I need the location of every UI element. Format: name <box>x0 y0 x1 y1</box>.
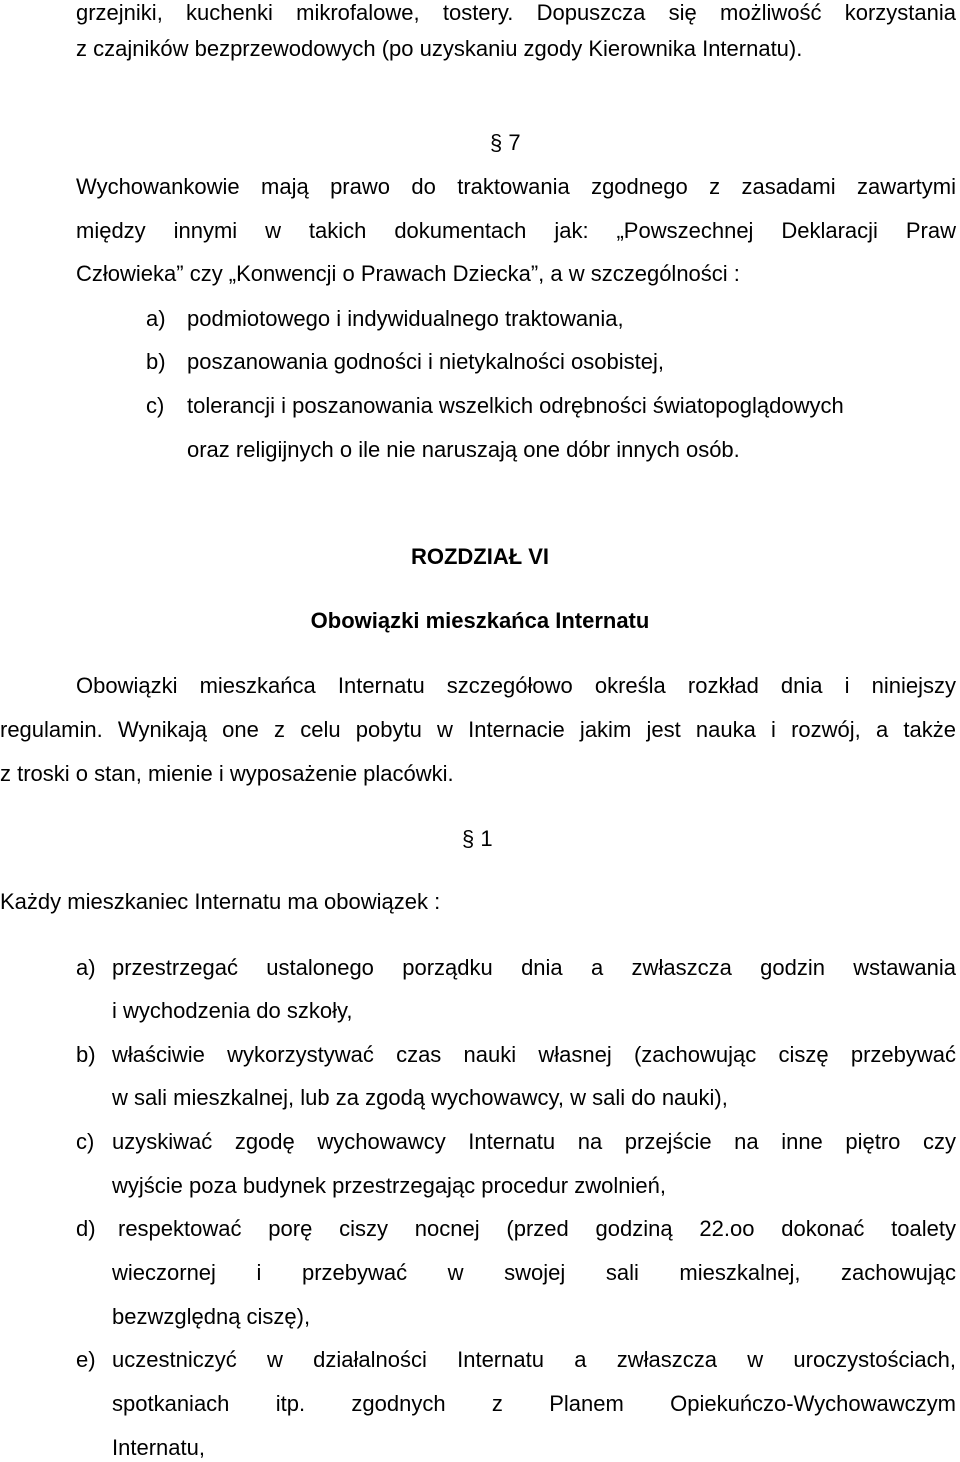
list-item-line: wyjście poza budynek przestrzegając procedur zwolnień, <box>112 1173 666 1198</box>
list-item-line: w sali mieszkalnej, lub za zgodą wychowawcy, w sali do nauki), <box>112 1085 728 1110</box>
paragraph-line: z czajników bezprzewodowych (po uzyskaniu zgody Kierownika Internatu). <box>76 36 803 61</box>
list-item-line: i wychodzenia do szkoły, <box>112 998 353 1023</box>
list-item-line: przestrzegać ustalonego porządku dnia a zwłaszcza godzin wstawania <box>112 955 956 980</box>
list-item-line: bezwzględną ciszę), <box>112 1304 311 1329</box>
list-marker: a) <box>76 955 96 980</box>
list-item-line: uzyskiwać zgodę wychowawcy Internatu na przejście na inne piętro czy <box>112 1129 956 1154</box>
paragraph-line: Każdy mieszkaniec Internatu ma obowiązek : <box>0 889 441 914</box>
list-marker: c) <box>146 393 165 418</box>
list-marker: c) <box>76 1129 95 1154</box>
list-item-line: spotkaniach itp. zgodnych z Planem Opiekuńczo-Wychowawczym <box>112 1391 956 1416</box>
list-marker: b) <box>76 1042 96 1067</box>
paragraph-line: regulamin. Wynikają one z celu pobytu w Internacie jakim jest nauka i rozwój, a także <box>0 717 956 742</box>
list-item-line: podmiotowego i indywidualnego traktowania, <box>187 306 624 331</box>
section-number: § 1 <box>462 826 493 851</box>
list-item-line: Internatu, <box>112 1435 205 1460</box>
list-item-line: respektować porę ciszy nocnej (przed godziną 22.oo dokonać toalety <box>118 1216 956 1241</box>
paragraph-line: grzejniki, kuchenki mikrofalowe, tostery. Dopuszcza się możliwość korzystania <box>76 0 956 25</box>
list-marker: e) <box>76 1347 96 1372</box>
list-item-line: tolerancji i poszanowania wszelkich odrębności światopoglądowych <box>187 393 844 418</box>
chapter-title: Obowiązki mieszkańca Internatu <box>310 608 650 633</box>
list-item-line: oraz religijnych o ile nie naruszają one dóbr innych osób. <box>187 437 740 462</box>
list-item-line: poszanowania godności i nietykalności osobistej, <box>187 349 664 374</box>
list-item-line: uczestniczyć w działalności Internatu a zwłaszcza w uroczystościach, <box>112 1347 956 1372</box>
paragraph-line: Człowieka” czy „Konwencji o Prawach Dziecka”, a w szczególności : <box>76 261 740 286</box>
list-item-line: właściwie wykorzystywać czas nauki własnej (zachowując ciszę przebywać <box>112 1042 956 1067</box>
list-marker: a) <box>146 306 166 331</box>
paragraph-line: z troski o stan, mienie i wyposażenie placówki. <box>0 761 454 786</box>
section-number: § 7 <box>490 130 521 155</box>
list-marker: d) <box>76 1216 96 1241</box>
paragraph-line: między innymi w takich dokumentach jak: „Powszechnej Deklaracji Praw <box>76 218 956 243</box>
list-marker: b) <box>146 349 166 374</box>
paragraph-line: Obowiązki mieszkańca Internatu szczegółowo określa rozkład dnia i niniejszy <box>76 673 956 698</box>
list-item-line: wieczornej i przebywać w swojej sali mieszkalnej, zachowując <box>112 1260 956 1285</box>
paragraph-line: Wychowankowie mają prawo do traktowania zgodnego z zasadami zawartymi <box>76 174 956 199</box>
chapter-heading: ROZDZIAŁ VI <box>410 544 550 569</box>
